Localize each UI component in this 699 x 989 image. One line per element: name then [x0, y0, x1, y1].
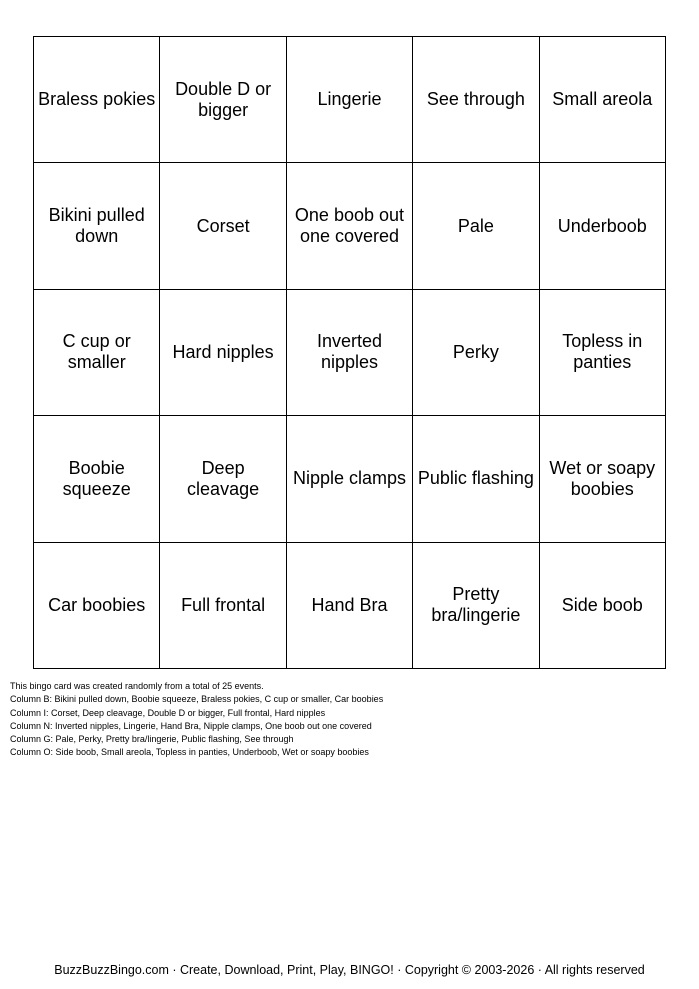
- bingo-row: [34, 37, 666, 163]
- notes-column-i: Column I: Corset, Deep cleavage, Double D or bigger, Full frontal, Hard nipples: [10, 707, 326, 718]
- bingo-cell: Lingerie: [286, 37, 412, 163]
- notes-column-g: Column G: Pale, Perky, Pretty bra/lingerie, Public flashing, See through: [10, 734, 294, 745]
- card-notes: [10, 680, 383, 760]
- bingo-row: [34, 163, 666, 289]
- bingo-cell: C cup or smaller: [34, 289, 160, 415]
- notes-column-o: Column O: Side boob, Small areola, Topless in panties, Underboob, Wet or soapy boobies: [10, 747, 369, 758]
- bingo-cell: Bikini pulled down: [34, 163, 160, 289]
- bingo-cell: Small areola: [539, 37, 665, 163]
- bingo-cell: Deep cleavage: [160, 416, 286, 542]
- bingo-cell: Hard nipples: [160, 289, 286, 415]
- bingo-cell: Wet or soapy boobies: [539, 416, 665, 542]
- bingo-cell: Double D or bigger: [160, 37, 286, 163]
- bingo-row: [34, 289, 666, 415]
- bingo-cell: Public flashing: [413, 416, 539, 542]
- bingo-cell: Nipple clamps: [286, 416, 412, 542]
- bingo-cell: Hand Bra: [286, 542, 412, 668]
- bingo-cell: Topless in panties: [539, 289, 665, 415]
- bingo-cell: Boobie squeeze: [34, 416, 160, 542]
- bingo-cell: Full frontal: [160, 542, 286, 668]
- footer-copyright: BuzzBuzzBingo.com · Create, Download, Print, Play, BINGO! · Copyright © 2003-2026 · All rights reserved: [54, 963, 645, 977]
- bingo-cell: See through: [413, 37, 539, 163]
- bingo-cell: One boob out one covered: [286, 163, 412, 289]
- notes-intro: This bingo card was created randomly from a total of 25 events.: [10, 681, 264, 691]
- bingo-cell: Car boobies: [34, 542, 160, 668]
- bingo-row: [34, 416, 666, 542]
- notes-column-b: Column B: Bikini pulled down, Boobie squeeze, Braless pokies, C cup or smaller, Car boobies: [10, 694, 384, 705]
- bingo-cell: Underboob: [539, 163, 665, 289]
- bingo-cell: Perky: [413, 289, 539, 415]
- bingo-cell: Pretty bra/lingerie: [413, 542, 539, 668]
- bingo-cell: Braless pokies: [34, 37, 160, 163]
- bingo-cell: Inverted nipples: [286, 289, 412, 415]
- notes-column-n: Column N: Inverted nipples, Lingerie, Hand Bra, Nipple clamps, One boob out one covered: [10, 720, 372, 731]
- bingo-cell: Side boob: [539, 542, 665, 668]
- bingo-card-grid: [33, 36, 666, 669]
- bingo-cell: Pale: [413, 163, 539, 289]
- bingo-row: [34, 542, 666, 668]
- bingo-cell: Corset: [160, 163, 286, 289]
